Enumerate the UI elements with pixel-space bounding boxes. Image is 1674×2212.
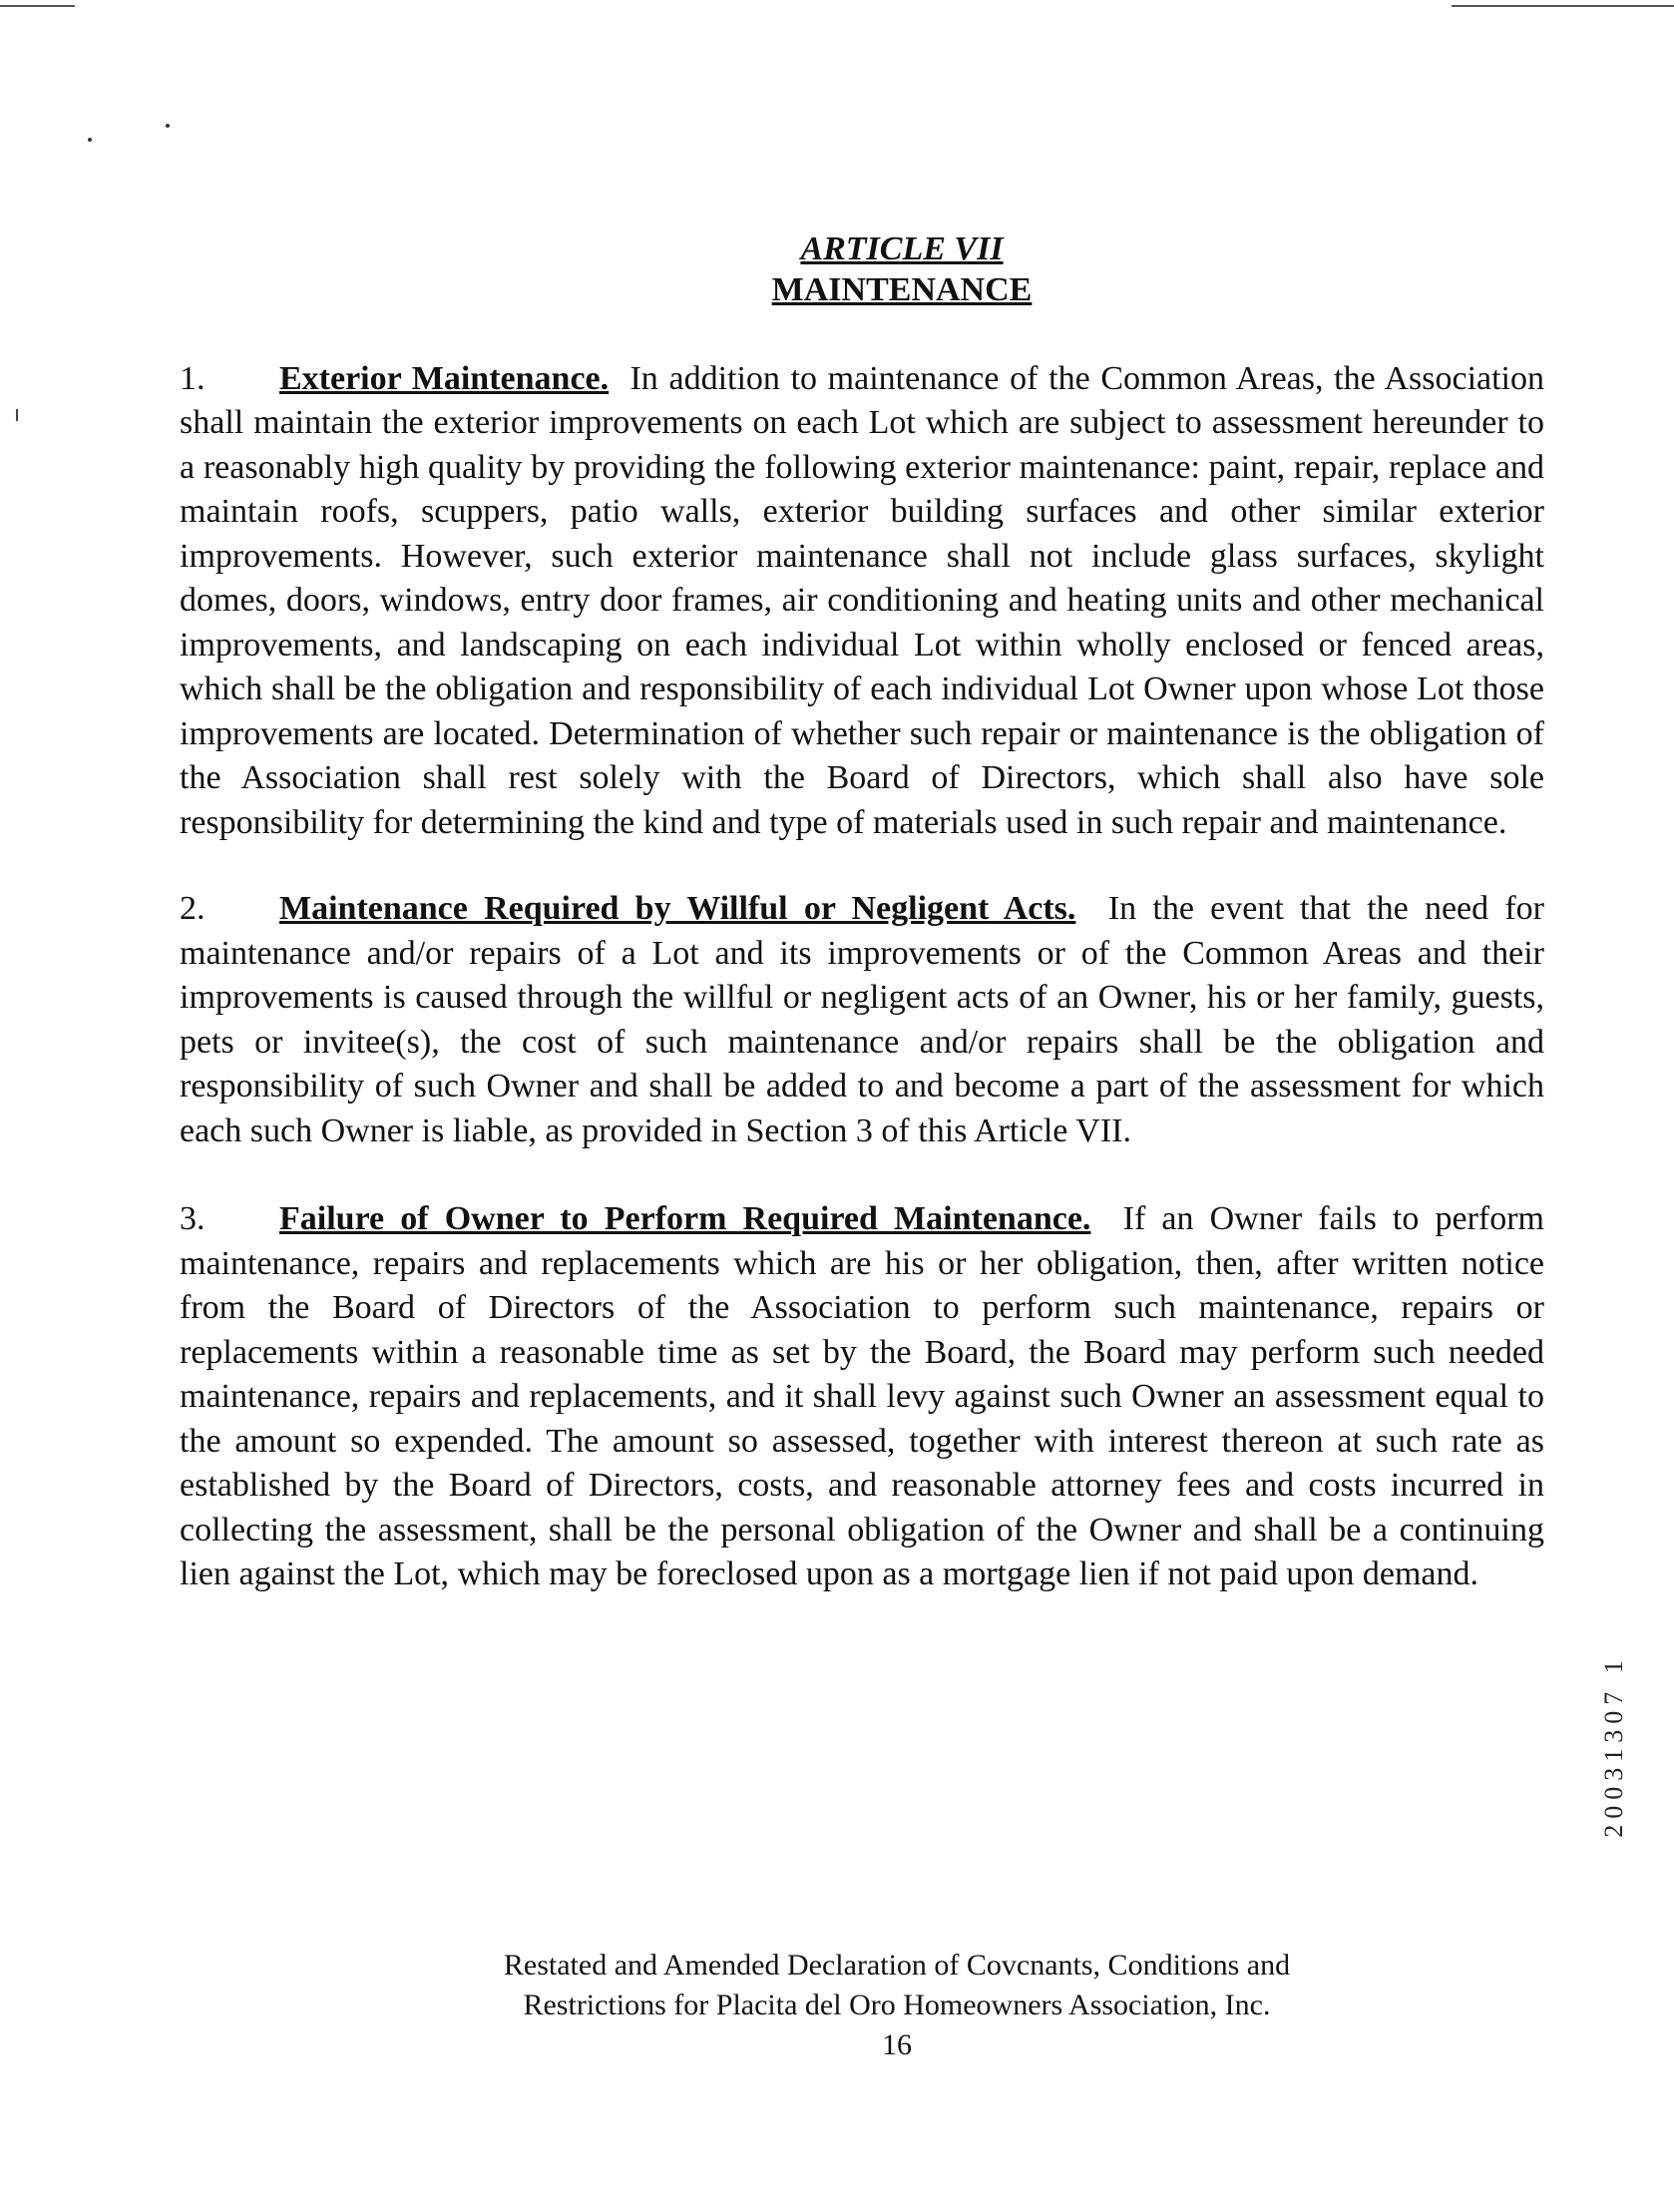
footer-line-1: Restated and Amended Declaration of Covcnants, Conditions and: [503, 1949, 1291, 1982]
section-number: 3.: [180, 1200, 206, 1238]
article-subheading: [180, 270, 1544, 311]
section-failure-to-maintain: [180, 1197, 1544, 1597]
recording-stamp-text: 20031307 1: [1599, 1654, 1628, 1838]
section-number: 2.: [180, 890, 206, 928]
article-heading: [180, 229, 1544, 270]
section-number: 1.: [180, 359, 206, 397]
section-title: Failure of Owner to Perform Required Maintenance.: [279, 1200, 1091, 1238]
page-number: 16: [882, 2028, 912, 2061]
scan-edge-mark-right: [1452, 5, 1674, 7]
scan-edge-mark-left: [0, 5, 75, 7]
section-title: Maintenance Required by Willful or Negligent Acts.: [279, 890, 1076, 928]
section-exterior-maintenance: [180, 357, 1544, 846]
article-title: ARTICLE VII: [800, 230, 1004, 267]
section-title: Exterior Maintenance.: [279, 359, 610, 397]
section-body: In addition to maintenance of the Common Areas, the Association shall maintain the exterior improvements on each Lot which are subject to assessment hereunder to a reasonably high quality by providing the following exterior maintenance: paint, repair, replace and maintain roofs, scuppers, patio walls, exterior building surfaces and other similar exterior improvements. However, such exterior maintenance shall not include glass surfaces, skylight domes, doors, windows, entry door frames, air conditioning and heating units and other mechanical improvements, and landscaping on each individual Lot within wholly enclosed or fenced areas, which shall be the obligation and responsibility of each individual Lot Owner upon whose Lot those improvements are located. Determination of whether such repair or maintenance is the obligation of the Association shall rest solely with the Board of Directors, which shall also have sole responsibility for determining the kind and type of materials used in such repair and maintenance.: [180, 359, 1545, 841]
footer-line-2: Restrictions for Placita del Oro Homeowners Association, Inc.: [523, 1989, 1271, 2021]
scan-tick-mark: [16, 409, 18, 421]
section-willful-negligent-acts: [180, 887, 1544, 1153]
scan-speck: [166, 124, 170, 128]
article-subtitle: MAINTENANCE: [771, 270, 1033, 308]
scan-speck: [88, 138, 92, 142]
recording-stamp: [1594, 1581, 1634, 1911]
document-page: [180, 229, 1544, 1597]
section-body: In the event that the need for maintenance and/or repairs of a Lot and its improvements or of the Common Areas and their improvements is caused through the willful or negligent acts of an Owner, his or her family, guests, pets or invitee(s), the cost of such maintenance and/or repairs shall be the obligation and responsibility of such Owner and shall be added to and become a part of the assessment for which each such Owner is liable, as provided in Section 3 of this Article VII.: [180, 890, 1544, 1149]
page-footer: [0, 1946, 1674, 2065]
section-body: If an Owner fails to perform maintenance, repairs and replacements which are his or her obligation, then, after written notice from the Board of Directors of the Association to perform such maintenance, repairs or replacements within a reasonable time as set by the Board, the Board may perform such needed maintenance, repairs and replacements, and it shall levy against such Owner an assessment equal to the amount so expended. The amount so assessed, together with interest thereon at such rate as established by the Board of Directors, costs, and reasonable attorney fees and costs incurred in collecting the assessment, shall be the personal obligation of the Owner and shall be a continuing lien against the Lot, which may be foreclosed upon as a mortgage lien if not paid upon demand.: [180, 1200, 1544, 1593]
